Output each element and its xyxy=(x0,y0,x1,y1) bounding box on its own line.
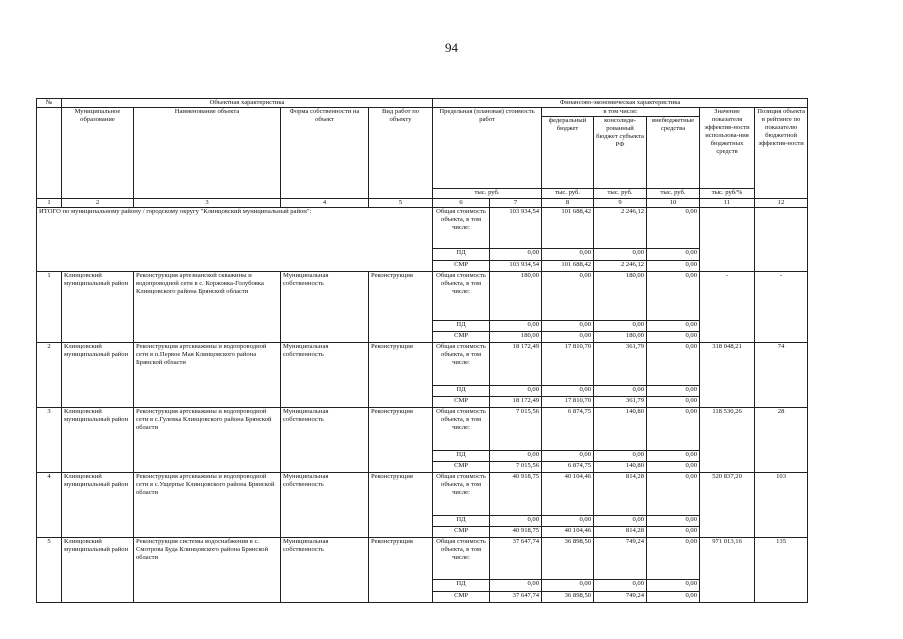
regional-budget: 361,79 xyxy=(594,397,647,408)
extrabudget: 0,00 xyxy=(647,260,700,271)
column-number: 11 xyxy=(700,199,755,208)
object-municipality: Клинцовский муниципальный район xyxy=(62,271,134,343)
efficiency-indicator: - xyxy=(700,271,755,343)
total-cost: 40 918,75 xyxy=(490,526,542,537)
efficiency-indicator: 118 530,26 xyxy=(700,408,755,473)
object-name: Реконструкция артезианской скважины и водопроводной сети в с. Коржовка-Голубовка Клинцовского района Брянской области xyxy=(134,271,281,343)
object-row xyxy=(37,271,808,320)
total-cost: 103 934,54 xyxy=(490,208,542,249)
header-municipality: Муниципальное образование xyxy=(62,108,134,199)
regional-budget: 361,79 xyxy=(594,343,647,386)
federal-budget: 17 810,70 xyxy=(542,343,594,386)
object-work-type: Реконструкция xyxy=(369,271,433,343)
extrabudget: 0,00 xyxy=(647,450,700,461)
rating-position: 74 xyxy=(755,343,808,408)
total-cost: 0,00 xyxy=(490,249,542,260)
column-number: 7 xyxy=(490,199,542,208)
header-unit: тыс. руб/% xyxy=(700,189,755,199)
total-cost: 37 647,74 xyxy=(490,537,542,580)
total-label: ИТОГО по муниципальному району / городскому округу "Клинцовский муниципальный район": xyxy=(37,208,433,272)
federal-budget: 6 874,75 xyxy=(542,408,594,451)
regional-budget: 0,00 xyxy=(594,249,647,260)
object-municipality: Клинцовский муниципальный район xyxy=(62,343,134,408)
regional-budget: 0,00 xyxy=(594,385,647,396)
header-extrabudget: внебюджетные средства xyxy=(647,117,700,189)
object-row xyxy=(37,537,808,580)
extrabudget: 0,00 xyxy=(647,461,700,472)
header-ownership: Форма собственности на объект xyxy=(281,108,369,199)
efficiency-indicator: 520 837,20 xyxy=(700,473,755,538)
total-cost: 0,00 xyxy=(490,450,542,461)
object-number: 3 xyxy=(37,408,62,473)
object-number: 1 xyxy=(37,271,62,343)
total-row xyxy=(37,208,808,249)
object-municipality: Клинцовский муниципальный район xyxy=(62,473,134,538)
extrabudget: 0,00 xyxy=(647,515,700,526)
federal-budget: 101 688,42 xyxy=(542,260,594,271)
object-work-type: Реконструкция xyxy=(369,343,433,408)
regional-budget: 749,24 xyxy=(594,591,647,602)
extrabudget: 0,00 xyxy=(647,343,700,386)
cost-type: ПД xyxy=(433,580,490,591)
rating-position: 103 xyxy=(755,473,808,538)
regional-budget: 180,00 xyxy=(594,271,647,320)
header-work-type: Вид работ по объекту xyxy=(369,108,433,199)
regional-budget: 2 246,12 xyxy=(594,260,647,271)
object-work-type: Реконструкция xyxy=(369,408,433,473)
federal-budget: 40 104,46 xyxy=(542,526,594,537)
cost-type: СМР xyxy=(433,591,490,602)
header-unit: тыс. руб. xyxy=(542,189,594,199)
federal-budget: 0,00 xyxy=(542,321,594,332)
total-cost: 0,00 xyxy=(490,385,542,396)
federal-budget: 40 104,46 xyxy=(542,473,594,516)
regional-budget: 749,24 xyxy=(594,537,647,580)
cost-type: Общая стоимость объекта, в том числе: xyxy=(433,271,490,320)
federal-budget: 0,00 xyxy=(542,515,594,526)
object-row xyxy=(37,343,808,386)
total-cost: 180,00 xyxy=(490,271,542,320)
page-number: 94 xyxy=(445,40,458,55)
total-cost: 103 934,54 xyxy=(490,260,542,271)
regional-budget: 140,80 xyxy=(594,408,647,451)
federal-budget: 0,00 xyxy=(542,385,594,396)
cost-type: Общая стоимость объекта, в том числе: xyxy=(433,408,490,451)
rating-position xyxy=(755,208,808,272)
object-municipality: Клинцовский муниципальный район xyxy=(62,537,134,602)
column-number: 1 xyxy=(37,199,62,208)
column-number: 10 xyxy=(647,199,700,208)
federal-budget: 17 810,70 xyxy=(542,397,594,408)
table-header xyxy=(37,99,808,208)
header-financial-characteristics: Финансово-экономическая характеристика xyxy=(433,99,808,108)
object-number: 4 xyxy=(37,473,62,538)
total-cost: 37 647,74 xyxy=(490,591,542,602)
object-row xyxy=(37,473,808,516)
cost-type: СМР xyxy=(433,332,490,343)
object-name: Реконструкция артскважины и водопроводной сети в с.Гулевка Клинцовского района Брянской области xyxy=(134,408,281,473)
regional-budget: 0,00 xyxy=(594,515,647,526)
object-ownership: Муниципальная собственность xyxy=(281,271,369,343)
header-unit: тыс. руб. xyxy=(433,189,542,199)
regional-budget: 180,00 xyxy=(594,332,647,343)
cost-type: ПД xyxy=(433,385,490,396)
column-number: 2 xyxy=(62,199,134,208)
extrabudget: 0,00 xyxy=(647,473,700,516)
regional-budget: 2 246,12 xyxy=(594,208,647,249)
extrabudget: 0,00 xyxy=(647,249,700,260)
object-name: Реконструкция артскважины и водопроводной сети в с.Ущерпье Клинцовского района Брянской области xyxy=(134,473,281,538)
header-regional-budget: консолиди-рованный бюджет субъекта РФ xyxy=(594,117,647,189)
header-object-name: Наименование объекта xyxy=(134,108,281,199)
extrabudget: 0,00 xyxy=(647,526,700,537)
extrabudget: 0,00 xyxy=(647,397,700,408)
column-number: 4 xyxy=(281,199,369,208)
column-number: 6 xyxy=(433,199,490,208)
object-ownership: Муниципальная собственность xyxy=(281,408,369,473)
header-object-characteristics: Объектная характеристика xyxy=(62,99,433,108)
column-number: 9 xyxy=(594,199,647,208)
federal-budget: 101 688,42 xyxy=(542,208,594,249)
cost-type: ПД xyxy=(433,321,490,332)
extrabudget: 0,00 xyxy=(647,537,700,580)
federal-budget: 36 898,50 xyxy=(542,537,594,580)
efficiency-indicator: 318 048,21 xyxy=(700,343,755,408)
object-ownership: Муниципальная собственность xyxy=(281,537,369,602)
extrabudget: 0,00 xyxy=(647,208,700,249)
extrabudget: 0,00 xyxy=(647,591,700,602)
cost-type: СМР xyxy=(433,461,490,472)
federal-budget: 0,00 xyxy=(542,249,594,260)
object-work-type: Реконструкция xyxy=(369,537,433,602)
efficiency-indicator: 971 013,16 xyxy=(700,537,755,602)
object-row xyxy=(37,408,808,451)
header-number-blank xyxy=(37,108,62,199)
cost-type: СМР xyxy=(433,397,490,408)
federal-budget: 0,00 xyxy=(542,580,594,591)
total-cost: 0,00 xyxy=(490,580,542,591)
federal-budget: 0,00 xyxy=(542,450,594,461)
object-number: 5 xyxy=(37,537,62,602)
object-ownership: Муниципальная собственность xyxy=(281,343,369,408)
column-number: 12 xyxy=(755,199,808,208)
header-federal-budget: федеральный бюджет xyxy=(542,117,594,189)
cost-type: ПД xyxy=(433,515,490,526)
object-number: 2 xyxy=(37,343,62,408)
extrabudget: 0,00 xyxy=(647,332,700,343)
federal-budget: 36 898,50 xyxy=(542,591,594,602)
object-ownership: Муниципальная собственность xyxy=(281,473,369,538)
cost-type: Общая стоимость объекта, в том числе: xyxy=(433,537,490,580)
extrabudget: 0,00 xyxy=(647,580,700,591)
cost-type: СМР xyxy=(433,526,490,537)
federal-budget: 6 874,75 xyxy=(542,461,594,472)
total-cost: 7 015,56 xyxy=(490,461,542,472)
column-number: 8 xyxy=(542,199,594,208)
object-work-type: Реконструкция xyxy=(369,473,433,538)
federal-budget: 0,00 xyxy=(542,332,594,343)
rating-position: - xyxy=(755,271,808,343)
header-unit: тыс. руб. xyxy=(647,189,700,199)
cost-type: Общая стоимость объекта, в том числе: xyxy=(433,208,490,249)
regional-budget: 0,00 xyxy=(594,321,647,332)
total-cost: 7 015,56 xyxy=(490,408,542,451)
total-cost: 18 172,49 xyxy=(490,397,542,408)
extrabudget: 0,00 xyxy=(647,271,700,320)
regional-budget: 140,80 xyxy=(594,461,647,472)
regional-budget: 0,00 xyxy=(594,450,647,461)
object-name: Реконструкция системы водоснабжения в с. Смотрова Буда Клинцовского района Брянской области xyxy=(134,537,281,602)
regional-budget: 0,00 xyxy=(594,580,647,591)
column-number: 5 xyxy=(369,199,433,208)
header-planned-cost: Предельная (плановая) стоимость работ xyxy=(433,108,542,189)
object-name: Реконструкция артскважины и водопроводной сети в п.Первое Мая Клинцовского района Брянской области xyxy=(134,343,281,408)
total-cost: 0,00 xyxy=(490,515,542,526)
cost-type: СМР xyxy=(433,260,490,271)
regional-budget: 814,28 xyxy=(594,473,647,516)
cost-type: ПД xyxy=(433,450,490,461)
cost-type: Общая стоимость объекта, в том числе: xyxy=(433,343,490,386)
rating-position: 28 xyxy=(755,408,808,473)
total-cost: 40 918,75 xyxy=(490,473,542,516)
header-number: № xyxy=(37,99,62,108)
total-cost: 18 172,49 xyxy=(490,343,542,386)
header-rating-position: Позиция объекта в рейтинге по показателю бюджетной эффектив-ности xyxy=(755,108,808,199)
cost-type: ПД xyxy=(433,249,490,260)
header-efficiency-indicator: Значение показателя эффектив-ности использова-ния бюджетных средств xyxy=(700,108,755,189)
extrabudget: 0,00 xyxy=(647,408,700,451)
total-cost: 0,00 xyxy=(490,321,542,332)
extrabudget: 0,00 xyxy=(647,321,700,332)
total-cost: 180,00 xyxy=(490,332,542,343)
cost-type: Общая стоимость объекта, в том числе: xyxy=(433,473,490,516)
extrabudget: 0,00 xyxy=(647,385,700,396)
object-municipality: Клинцовский муниципальный район xyxy=(62,408,134,473)
rating-position: 135 xyxy=(755,537,808,602)
investment-table xyxy=(36,98,808,603)
header-unit: тыс. руб. xyxy=(594,189,647,199)
column-number: 3 xyxy=(134,199,281,208)
regional-budget: 814,28 xyxy=(594,526,647,537)
efficiency-indicator xyxy=(700,208,755,272)
header-including: в том числе: xyxy=(542,108,700,117)
federal-budget: 0,00 xyxy=(542,271,594,320)
